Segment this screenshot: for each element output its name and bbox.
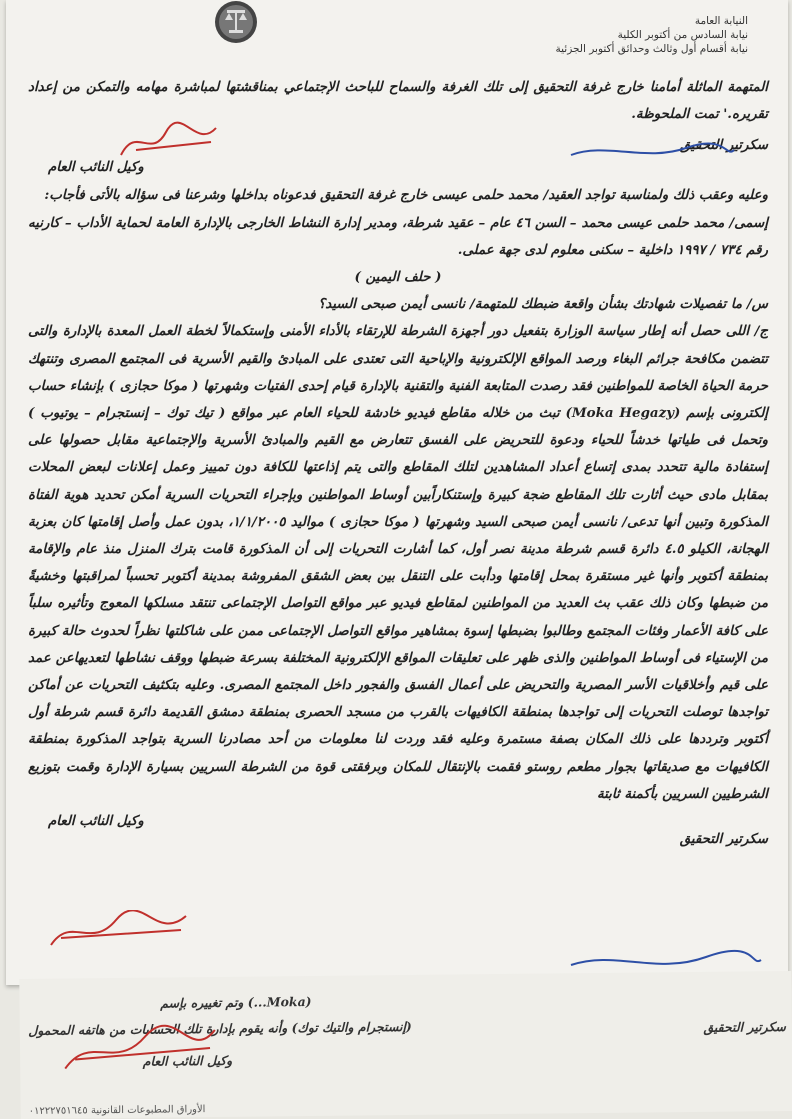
header-line-2: نيابة السادس من أكتوبر الكلية xyxy=(617,29,748,41)
next-page-secretary-label: سكرتير التحقيق xyxy=(703,1019,786,1035)
secretary-signature-label: سكرتير التحقيق xyxy=(679,831,768,848)
prosecutor-signature-label: وكيل النائب العام xyxy=(48,813,144,830)
printer-footer: الأوراق المطبوعات القانونية ٠١٢٢٢٧٥١٦٤٥ xyxy=(28,1104,206,1117)
next-page-line-1: (Moka...) وتم تغييره بإسم xyxy=(160,993,312,1011)
next-page-edge xyxy=(19,971,792,1119)
testimony-body xyxy=(28,74,768,862)
signature-row-1 xyxy=(28,128,768,182)
header-line-3: نيابة أقسام أول وثالث وحدائق أكتوبر الجزئية xyxy=(555,43,748,55)
secretary-signature-label: سكرتير التحقيق xyxy=(679,137,768,154)
signature-row-2 xyxy=(28,808,768,862)
next-page-line-2: (إنستجرام والتيك توك) وأنه يقوم بإدارة تلك الحسابات من هاتفه المحمول xyxy=(28,1018,412,1038)
document-page xyxy=(6,0,788,985)
oath-line: ( حلف اليمين ) xyxy=(354,269,442,286)
prosecutor-signature-label: وكيل النائب العام xyxy=(48,159,144,176)
paragraph-identity: إسمى/ محمد حلمى عيسى محمد – السن ٤٦ عام – عقيد شرطة، ومدير إدارة النشاط الخارجى بالإدارة العامة لحماية الأداب – كارنيه رقم ٧٣٤ / ١٩٩٧ داخلية – سكنى معلوم لدى جهة عملى. xyxy=(28,214,768,258)
prosecution-header xyxy=(556,14,749,56)
next-page-prosecutor-label: وكيل النائب العام xyxy=(142,1052,233,1069)
emblem-logo xyxy=(211,0,261,50)
answer-text: ج/ اللى حصل أنه إطار سياسة الوزارة بتفعيل دور أجهزة الشرطة للإرتقاء بالأداء الأمنى وإستكمالاً لخطة العمل المعدة بالإدارة والتى تتضمن مكافحة جرائم البغاء ورصد المواقع الإلكترونية والإباحية التى تعتدى على المبادئ والقيم الأسرية فى المجتمع المصرى وتنتهك حرمة الحياة الخاصة للمواطنين فقد رصدت المتابعة الفنية والتقنية بالإدارة قيام إحدى الفتيات وشهرتها ( موكا حجازى ) بإنشاء حساب إلكترونى بإسم (Moka Hegazy) تبث من خلاله مقاطع فيديو خادشة للحياء العام عبر مواقع ( تيك توك – إنستجرام – يوتيوب ) وتحمل فى طياتها خدشاً للحياء ودعوة للتحريض على الفسق تتعارض مع القيم والمبادئ الأسرية والإجتماعية مقابل حصولها على إستفادة مالية تتحدد بمدى إتساع أعداد المشاهدين لتلك المقاطع والتى يتم إذاعتها للكافة دون تمييز وعمل إعلانات لبعض المحلات بمقابل مادى حيث أثارت تلك المقاطع ضجة كبيرة وإستنكاراًبين أوساط المواطنين وبإجراء التحريات السرية أمكن تحديد هوية الفتاة المذكورة وتبين أنها تدعى/ نانسى أيمن صبحى السيد وشهرتها ( موكا حجازى ) مواليد ١/١/٢٠٠٥، بدون عمل وأصل إقامتها كان بعزبة الهجانة، الكيلو ٤.٥ دائرة قسم شرطة مدينة نصر أول، كما أشارت التحريات إلى أن المذكورة قامت بترك المنزل منذ عام والإقامة بمنطقة أكتوبر وأنها غير مستقرة بمحل إقامتها ودأبت على التنقل بين بعض الشقق المفروشة بمدينة أكتوبر تحسباً لمراقبتها وخشيةً من ضبطها وكان ذلك عقب بث العديد من المواطنين لمقاطع فيديو عبر مواقع التواصل الإجتماعى تنتقد مسلكها المعوج وتأثيره سلباً على كافة الأعمار وفئات المجتمع وطالبوا بضبطها إسوة بمشاهير مواقع التواصل الإجتماعى ممن على شاكلتها نظراً لحدوث حالة كبيرة من الإستياء فى أوساط المواطنين والذى ظهر على تعليقات المواقع الإلكترونية المختلفة بسرعة ضبطها ووقف نشاطها لتعديهاعن عمد على قيم وأخلاقيات الأسر المصرية والتحريض على أعمال الفسق والفجور داخل المجتمع المصرى. وعليه بتكثيف التحريات عن أماكن تواجدها توصلت التحريات إلى تواجدها بمنطقة الكافيهات بالقرب من مسجد الحصرى بمنطقة دمشق القديمة دائرة قسم شرطة أول أكتوبر وترددها على ذلك المكان بصفة مستمرة وعليه فقد وردت لنا معلومات من أحد مصادرنا السرية بتواجد المذكورة بمنطقة الكافيهات مع صديقاتها بجوار مطعم روستو فقمت بالإنتقال للمكان وبرفقتى قوة من الشرطة السريين بسيارة الإدارة وقمت بتوزيع الشرطيين السريين بأكمنة ثابتة xyxy=(28,323,769,802)
question-text: س/ ما تفصيلات شهادتك بشأن واقعة ضبطك للمتهمة/ نانسى أيمن صبحى السيد؟ xyxy=(318,296,768,313)
header-line-1: النيابة العامة xyxy=(694,15,748,27)
red-signature-scribble-icon xyxy=(46,910,196,955)
paragraph-summon: وعليه وعقب ذلك ولمناسبة تواجد العقيد/ محمد حلمى عيسى خارج غرفة التحقيق فدعوناه بداخلها وشرعنا فى سؤاله بالأتى فأجاب: xyxy=(44,187,768,204)
paragraph-intro: المتهمة الماثلة أمامنا خارج غرفة التحقيق إلى تلك الغرفة والسماح للباحث الإجتماعي بمناقشتها لمباشرة مهامه والتمكن من إعداد تقريره.' تمت الملحوظة. xyxy=(28,79,768,123)
